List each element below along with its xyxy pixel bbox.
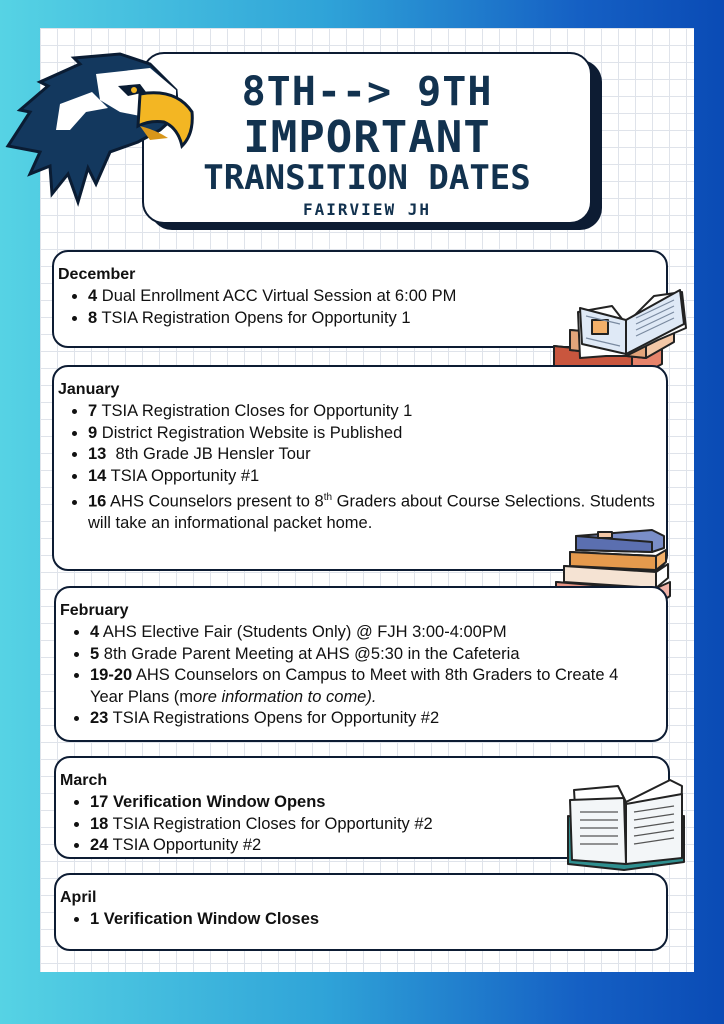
- month-heading: April: [60, 889, 97, 906]
- title-line-2: IMPORTANT: [243, 112, 491, 163]
- event-list: [68, 792, 433, 857]
- list-item: • 24 TSIA Opportunity #2: [90, 835, 433, 857]
- month-heading: December: [58, 266, 136, 283]
- february-section: [54, 586, 668, 742]
- open-book-icon: [566, 776, 688, 872]
- april-section: [54, 873, 668, 951]
- list-item: • 4 AHS Elective Fair (Students Only) @ FJH 3:00-4:00PM: [90, 622, 650, 644]
- list-item: • 13 8th Grade JB Hensler Tour: [88, 444, 663, 466]
- list-item: • 19-20 AHS Counselors on Campus to Meet with 8th Graders to Create 4 Year Plans (more information to come).: [90, 665, 650, 708]
- list-item: • 8 TSIA Registration Opens for Opportunity 1: [88, 308, 456, 330]
- list-item: • 9 District Registration Website is Published: [88, 423, 663, 445]
- event-list: [68, 622, 650, 730]
- list-item: • 16 AHS Counselors present to 8th Graders about Course Selections. Students will take an informational packet home.: [88, 487, 663, 535]
- list-item: • 14 TSIA Opportunity #1: [88, 466, 663, 488]
- school-name: FAIRVIEW JH: [303, 200, 431, 219]
- list-item: • 4 Dual Enrollment ACC Virtual Session at 6:00 PM: [88, 286, 456, 308]
- eagle-mascot-icon: [0, 34, 200, 209]
- list-item: • 5 8th Grade Parent Meeting at AHS @5:30 in the Cafeteria: [90, 644, 650, 666]
- list-item: • 17 Verification Window Opens: [90, 792, 433, 814]
- list-item: • 18 TSIA Registration Closes for Opportunity #2: [90, 814, 433, 836]
- month-heading: March: [60, 772, 108, 789]
- list-item: • 7 TSIA Registration Closes for Opportunity 1: [88, 401, 663, 423]
- event-list: [66, 401, 663, 535]
- list-item: • 23 TSIA Registrations Opens for Opportunity #2: [90, 708, 650, 730]
- month-heading: January: [58, 381, 120, 398]
- list-item: • 1 Verification Window Closes: [90, 909, 319, 931]
- event-list: [68, 909, 319, 931]
- month-heading: February: [60, 602, 129, 619]
- title-line-1: 8TH--> 9TH: [241, 69, 493, 115]
- title-card: [142, 52, 592, 224]
- title-line-3: TRANSITION DATES: [203, 158, 531, 198]
- event-list: [66, 286, 456, 329]
